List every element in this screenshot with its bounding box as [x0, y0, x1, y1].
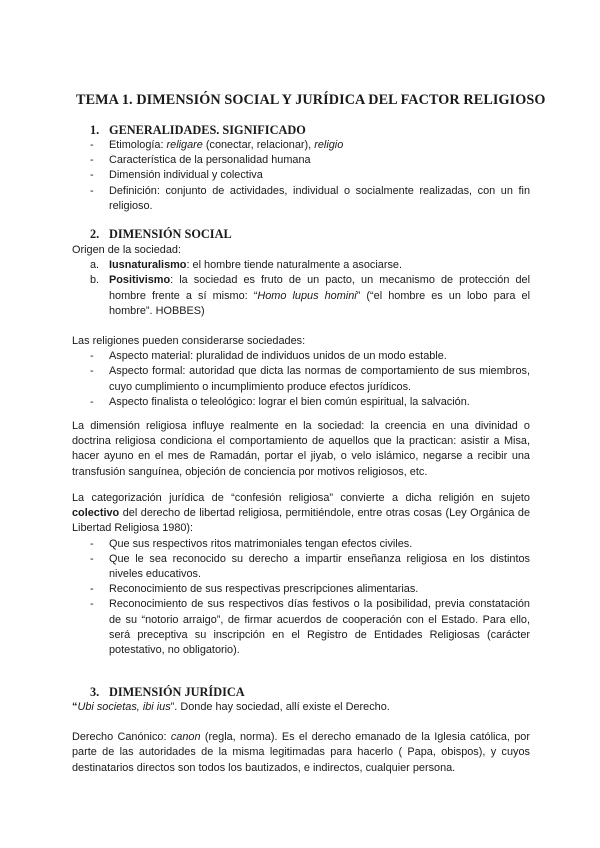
section-1-title: GENERALIDADES. SIGNIFICADO — [109, 123, 306, 137]
section-2-heading — [90, 227, 232, 242]
list-item: - Aspecto material: pluralidad de individuos unidos de un modo estable. — [90, 350, 447, 363]
list-item: - Que sus respectivos ritos matrimoniales tengan efectos civiles. — [90, 537, 413, 550]
section-1-heading — [90, 123, 306, 138]
list-item: - Aspecto formal: autoridad que dicta las normas de comportamiento de sus miembros, cuyo cumplimiento o incumplimiento produce efectos jurídicos. — [90, 365, 530, 393]
list-item: - Reconocimiento de sus respectivos días festivos o la posibilidad, previa constatación de su “notorio arraigo”, de firmar acuerdos de cooperación con el Estado. Para ello, será preceptiva su inscripción en el Registro de Entidades Religiosas (carácter potestativo, no obligatorio). — [90, 598, 530, 657]
section-2-confession — [72, 491, 530, 658]
list-item: - Definición: conjunto de actividades, individual o socialmente realizadas, con un fin religioso. — [90, 184, 530, 212]
list-item: - Reconocimiento de sus respectivas prescripciones alimentarias. — [90, 583, 419, 596]
paragraph-canon-law: Derecho Canónico: canon (regla, norma). Es el derecho emanado de la Iglesia católica, por parte de las autoridades de la misma legitimadas para hacerlo ( Papa, obispos), y cuyos destinatarios directos son todos los bautizados, e indirectos, cualquier persona. — [72, 731, 530, 774]
paragraph-religious-influence: La dimensión religiosa influye realmente en la sociedad: la creencia en una divinidad o doctrina religiosa condiciona el comportamiento de aquellos que la practican: asistir a Misa, hacer ayuno en el mes de Ramadán, portar el jiyab, o velo islámico, negarse a recibir una transfusión sanguínea, objeción de conciencia por motivos religiosos, etc. — [72, 420, 530, 478]
section-2-title: DIMENSIÓN SOCIAL — [109, 227, 232, 241]
list-item: - Característica de la personalidad humana — [90, 154, 311, 167]
section-1-number: 1. — [90, 123, 100, 137]
list-item: a. Iusnaturalismo: el hombre tiende naturalmente a asociarse. — [90, 259, 402, 272]
section-3-heading — [90, 685, 245, 700]
section-3-title: DIMENSIÓN JURÍDICA — [109, 685, 245, 699]
section-2-body — [72, 243, 530, 410]
section-1-list — [72, 138, 530, 214]
list-item: b. Positivismo: la sociedad es fruto de un pacto, un mecanismo de protección del hombre frente a sí mismo: “Homo lupus homini” (“el hombre es un lobo para el hombre”. HOBBES) — [90, 274, 530, 317]
list-item: - Aspecto finalista o teleológico: lograr el bien común espiritual, la salvación. — [90, 395, 470, 408]
paragraph-confession: La categorización jurídica de “confesión religiosa” convierte a dicha religión en sujeto colectivo del derecho de libertad religiosa, permitiéndole, entre otras cosas (Ley Orgánica de Libertad Religiosa 1980): — [72, 492, 530, 535]
list-item: - Dimensión individual y colectiva — [90, 169, 263, 182]
document-title: TEMA 1. DIMENSIÓN SOCIAL Y JURÍDICA DEL FACTOR RELIGIOSO — [76, 92, 546, 108]
section-3-number: 3. — [90, 685, 100, 699]
list-item: - Que le sea reconocido su derecho a impartir enseñanza religiosa en los distintos niveles educativos. — [90, 552, 530, 581]
origin-label: Origen de la sociedad: — [72, 244, 181, 256]
list-item: - Etimología: religare (conectar, relacionar), religio — [90, 139, 344, 151]
section-2-number: 2. — [90, 227, 100, 241]
section-3-body — [72, 700, 530, 776]
latin-maxim: “Ubi societas, ibi ius”. Donde hay sociedad, allí existe el Derecho. — [72, 701, 390, 713]
religions-intro: Las religiones pueden considerarse sociedades: — [72, 335, 306, 348]
